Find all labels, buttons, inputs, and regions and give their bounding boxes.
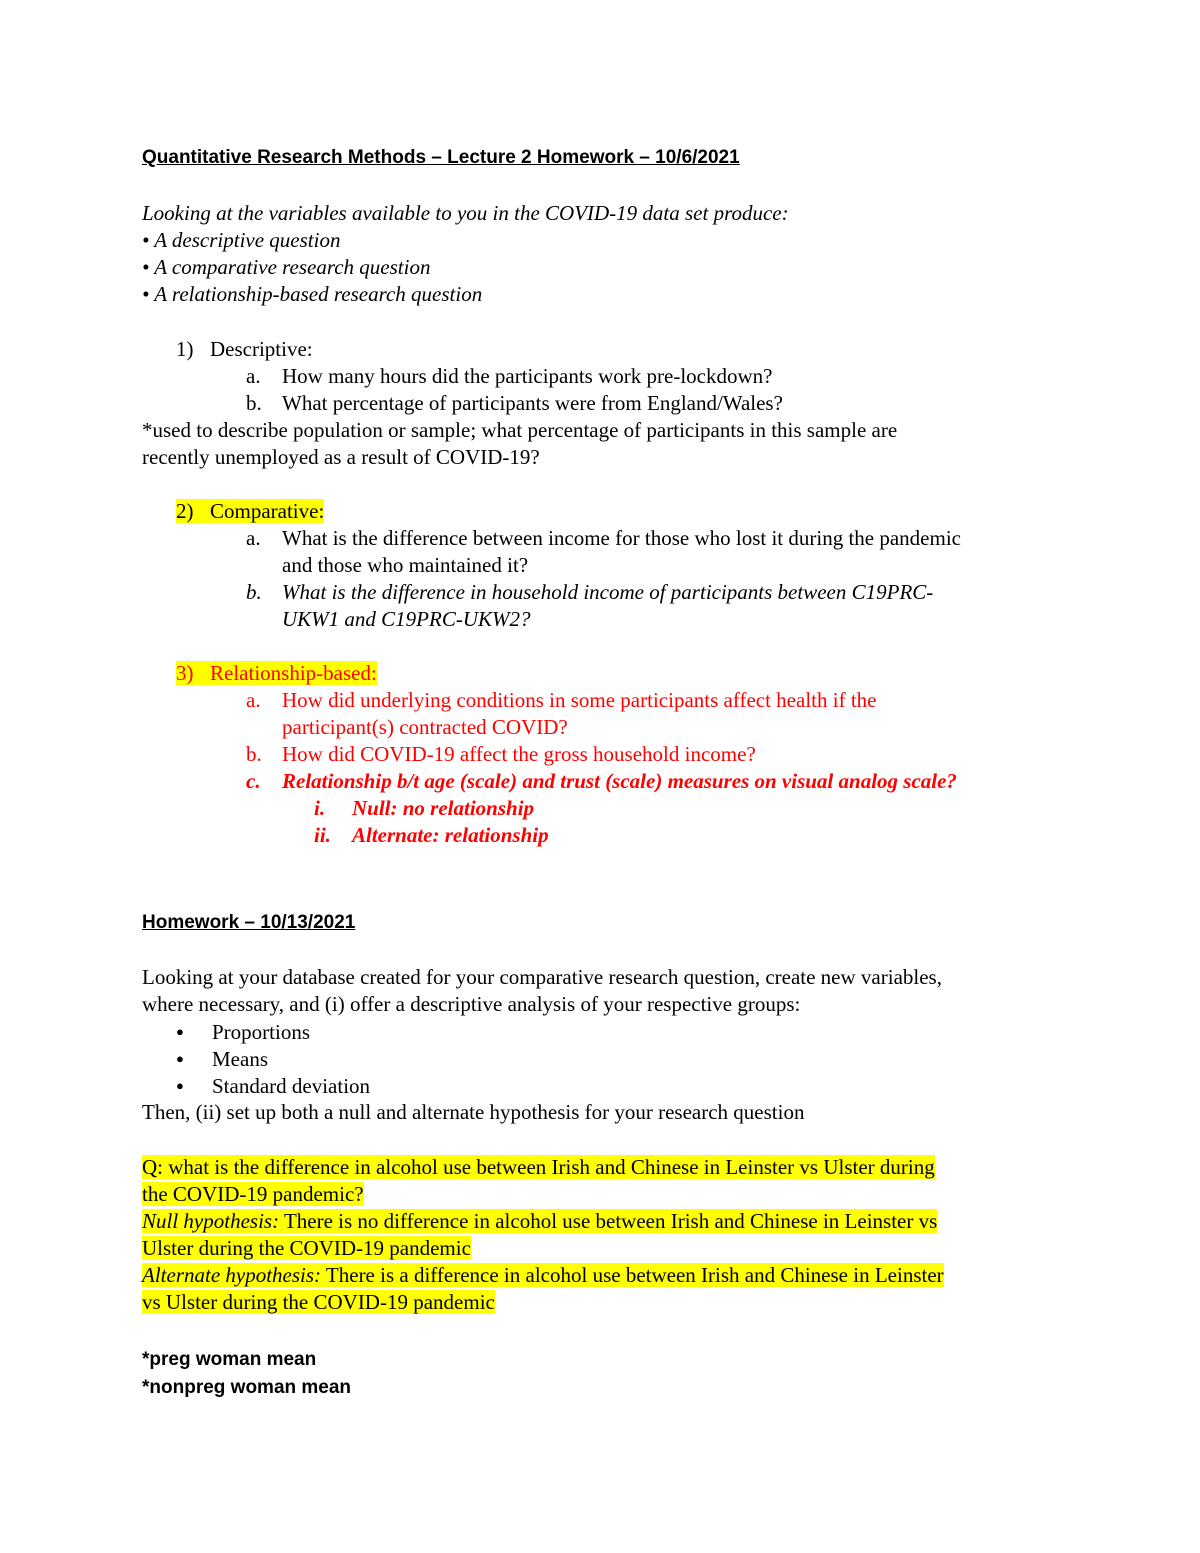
roman-numeral: i. xyxy=(314,796,326,820)
highlighted-text xyxy=(142,1209,937,1233)
bullet-icon: ● xyxy=(176,1024,184,1039)
list-number: 3) xyxy=(176,661,194,685)
comparative-label: Comparative: xyxy=(210,499,325,523)
sub-list-text: Alternate: relationship xyxy=(352,823,549,847)
homework-prompt: Looking at your database created for your comparative research question, create new variables, xyxy=(142,965,942,989)
highlighted-heading xyxy=(176,661,377,685)
homework-prompt: where necessary, and (i) offer a descriptive analysis of your respective groups: xyxy=(142,992,801,1016)
bullet-item xyxy=(176,1018,310,1046)
null-hypothesis xyxy=(142,1208,937,1235)
research-question xyxy=(142,1154,935,1181)
relationship-heading xyxy=(176,660,377,687)
bullet-text: Standard deviation xyxy=(212,1074,371,1098)
list-item xyxy=(246,768,957,795)
descriptive-heading xyxy=(176,336,313,363)
highlighted-text: vs Ulster during the COVID-19 pandemic xyxy=(142,1290,495,1314)
alternate-hypothesis-label: Alternate hypothesis: xyxy=(142,1263,322,1287)
relationship-label: Relationship-based: xyxy=(210,661,377,685)
list-letter: a. xyxy=(246,364,261,388)
null-hypothesis-text: There is no difference in alcohol use between Irish and Chinese in Leinster vs xyxy=(279,1209,938,1233)
list-item-text: How did underlying conditions in some participants affect health if the xyxy=(282,688,877,712)
alternate-hypothesis xyxy=(142,1262,944,1289)
list-item xyxy=(246,363,772,390)
list-number: 2) xyxy=(176,499,194,523)
roman-numeral: ii. xyxy=(314,823,331,847)
prompt-bullet: • A descriptive question xyxy=(142,228,341,252)
list-letter: b. xyxy=(246,580,262,604)
list-number: 1) xyxy=(176,337,194,361)
bullet-item xyxy=(176,1045,268,1073)
sub-list-item xyxy=(314,822,549,849)
alternate-hypothesis-text: There is a difference in alcohol use between Irish and Chinese in Leinster xyxy=(321,1263,944,1287)
list-item-text: How many hours did the participants work pre-lockdown? xyxy=(282,364,773,388)
list-item-continuation: participant(s) contracted COVID? xyxy=(282,715,568,739)
prompt-bullet: • A relationship-based research question xyxy=(142,282,483,306)
prompt-bullet: • A comparative research question xyxy=(142,255,431,279)
bullet-text: Proportions xyxy=(212,1020,311,1044)
list-item xyxy=(246,579,933,606)
list-item-text: What is the difference between income for those who lost it during the pandemic xyxy=(282,526,961,550)
list-letter: b. xyxy=(246,391,262,415)
bullet-icon: ● xyxy=(176,1051,184,1066)
list-item-text: How did COVID-19 affect the gross household income? xyxy=(282,742,756,766)
descriptive-note: recently unemployed as a result of COVID-19? xyxy=(142,445,540,469)
lecture2-prompt: Looking at the variables available to you in the COVID-19 data set produce: xyxy=(142,201,789,225)
list-item xyxy=(246,687,876,714)
descriptive-note: *used to describe population or sample; what percentage of participants in this sample are xyxy=(142,418,898,442)
homework-then: Then, (ii) set up both a null and alternate hypothesis for your research question xyxy=(142,1100,805,1124)
list-item-text: What is the difference in household income of participants between C19PRC- xyxy=(282,580,934,604)
bullet-item xyxy=(176,1072,370,1100)
highlighted-heading xyxy=(176,499,324,523)
highlighted-text: Ulster during the COVID-19 pandemic xyxy=(142,1236,471,1260)
list-letter: c. xyxy=(246,769,261,793)
sub-list-item xyxy=(314,795,534,822)
highlighted-text: Q: what is the difference in alcohol use between Irish and Chinese in Leinster vs Ulster during xyxy=(142,1155,935,1179)
descriptive-label: Descriptive: xyxy=(210,337,313,361)
list-item-continuation: and those who maintained it? xyxy=(282,553,529,577)
list-item-continuation: UKW1 and C19PRC-UKW2? xyxy=(282,607,531,631)
list-letter: a. xyxy=(246,688,261,712)
list-letter: b. xyxy=(246,742,262,766)
bullet-text: Means xyxy=(212,1047,268,1071)
note: *nonpreg woman mean xyxy=(142,1377,352,1398)
list-item xyxy=(246,741,756,768)
alternate-hypothesis xyxy=(142,1289,495,1316)
highlighted-text: the COVID-19 pandemic? xyxy=(142,1182,364,1206)
list-item xyxy=(246,525,961,552)
list-letter: a. xyxy=(246,526,261,550)
note: *preg woman mean xyxy=(142,1349,317,1370)
list-item xyxy=(246,390,783,417)
list-item-text: Relationship b/t age (scale) and trust (scale) measures on visual analog scale? xyxy=(282,769,957,793)
null-hypothesis-label: Null hypothesis: xyxy=(142,1209,280,1233)
sub-list-text: Null: no relationship xyxy=(352,796,535,820)
highlighted-text xyxy=(142,1263,944,1287)
research-question xyxy=(142,1181,364,1208)
comparative-heading xyxy=(176,498,324,525)
null-hypothesis xyxy=(142,1235,471,1262)
list-item-text: What percentage of participants were from England/Wales? xyxy=(282,391,783,415)
lecture2-title: Quantitative Research Methods – Lecture 2 Homework – 10/6/2021 xyxy=(142,147,740,168)
bullet-icon: ● xyxy=(176,1078,184,1093)
homework-title: Homework – 10/13/2021 xyxy=(142,912,356,933)
